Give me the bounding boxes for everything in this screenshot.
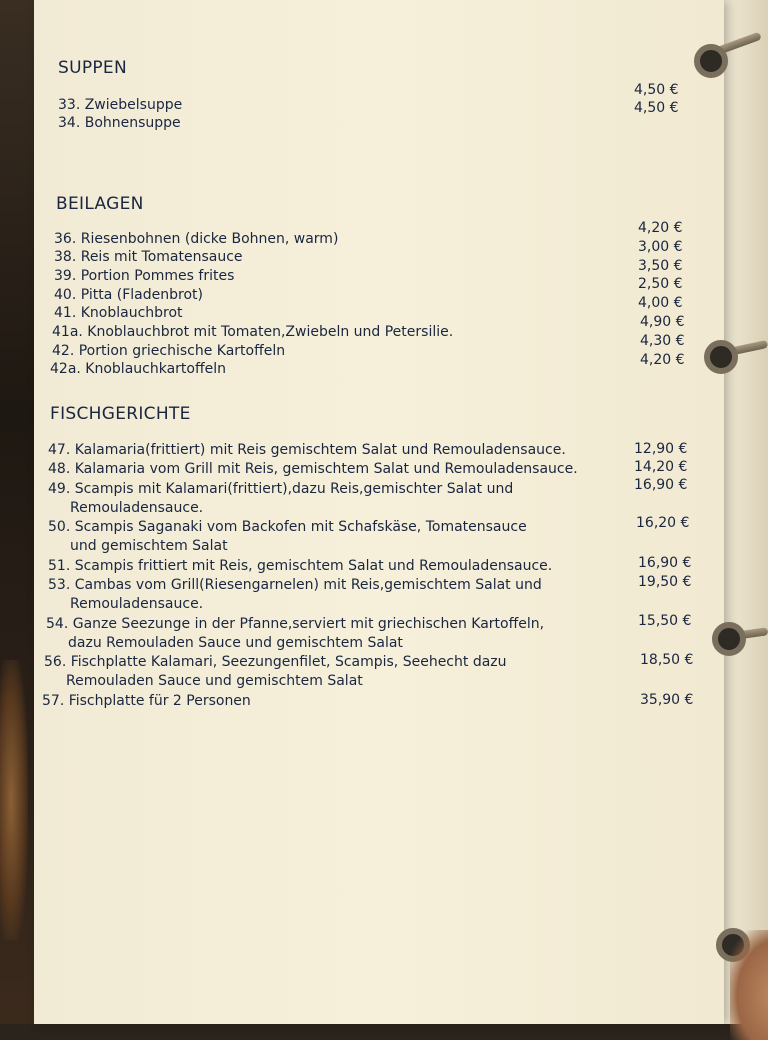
section-title-suppen: SUPPEN [58,58,127,78]
binder-ring-icon [712,622,746,656]
menu-item-continuation: Remouladensauce. [70,596,204,612]
menu-item-price: 15,50 € [638,613,692,629]
menu-item-price: 16,90 € [638,555,692,571]
menu-item: 56. Fischplatte Kalamari, Seezungenfilet, Scampis, Seehecht dazu [44,654,507,670]
menu-item-price: 4,50 € [634,82,679,98]
menu-item-continuation: Remouladensauce. [70,500,204,516]
menu-item: 40. Pitta (Fladenbrot) [54,287,203,303]
menu-item: 49. Scampis mit Kalamari(frittiert),dazu Reis,gemischter Salat und [48,481,514,497]
menu-item: 50. Scampis Saganaki vom Backofen mit Schafskäse, Tomatensauce [48,519,527,535]
menu-item-price: 18,50 € [640,652,694,668]
menu-item-price: 16,90 € [634,477,688,493]
menu-page [34,0,724,1024]
menu-item: 47. Kalamaria(frittiert) mit Reis gemischtem Salat und Remouladensauce. [48,442,566,458]
menu-item: 57. Fischplatte für 2 Personen [42,693,251,709]
menu-item: 54. Ganze Seezunge in der Pfanne,serviert mit griechischen Kartoffeln, [46,616,545,632]
menu-item-price: 4,00 € [638,295,683,311]
menu-item-price: 35,90 € [640,692,694,708]
menu-item: 36. Riesenbohnen (dicke Bohnen, warm) [54,231,339,247]
menu-item: 41a. Knoblauchbrot mit Tomaten,Zwiebeln und Petersilie. [52,324,454,340]
menu-item: 42. Portion griechische Kartoffeln [52,343,286,359]
menu-item-price: 3,50 € [638,258,683,274]
menu-item: 48. Kalamaria vom Grill mit Reis, gemischtem Salat und Remouladensauce. [48,461,578,477]
menu-item-price: 12,90 € [634,441,688,457]
menu-item-price: 3,00 € [638,239,683,255]
menu-item-continuation: und gemischtem Salat [70,538,228,554]
binder-ring-icon [704,340,738,374]
menu-item: 33. Zwiebelsuppe [58,97,183,113]
binder-ring-icon [694,44,728,78]
menu-item: 38. Reis mit Tomatensauce [54,249,243,265]
menu-item: 39. Portion Pommes frites [54,268,235,284]
menu-item-price: 4,20 € [640,352,685,368]
menu-item: 42a. Knoblauchkartoffeln [50,361,226,377]
menu-item-price: 4,30 € [640,333,685,349]
food-plate-blur [0,660,28,940]
menu-item-price: 2,50 € [638,276,683,292]
menu-item: 51. Scampis frittiert mit Reis, gemischtem Salat und Remouladensauce. [48,558,553,574]
menu-item: 41. Knoblauchbrot [54,305,183,321]
menu-item: 53. Cambas vom Grill(Riesengarnelen) mit Reis,gemischtem Salat und [48,577,542,593]
section-title-fischgerichte: FISCHGERICHTE [50,404,191,424]
menu-item-price: 4,50 € [634,100,679,116]
menu-item-continuation: dazu Remouladen Sauce und gemischtem Salat [68,635,403,651]
menu-item: 34. Bohnensuppe [58,115,181,131]
menu-item-price: 14,20 € [634,459,688,475]
menu-item-price: 4,20 € [638,220,683,236]
menu-item-price: 19,50 € [638,574,692,590]
section-title-beilagen: BEILAGEN [56,194,144,214]
menu-item-price: 4,90 € [640,314,685,330]
menu-item-price: 16,20 € [636,515,690,531]
menu-item-continuation: Remouladen Sauce und gemischtem Salat [66,673,363,689]
